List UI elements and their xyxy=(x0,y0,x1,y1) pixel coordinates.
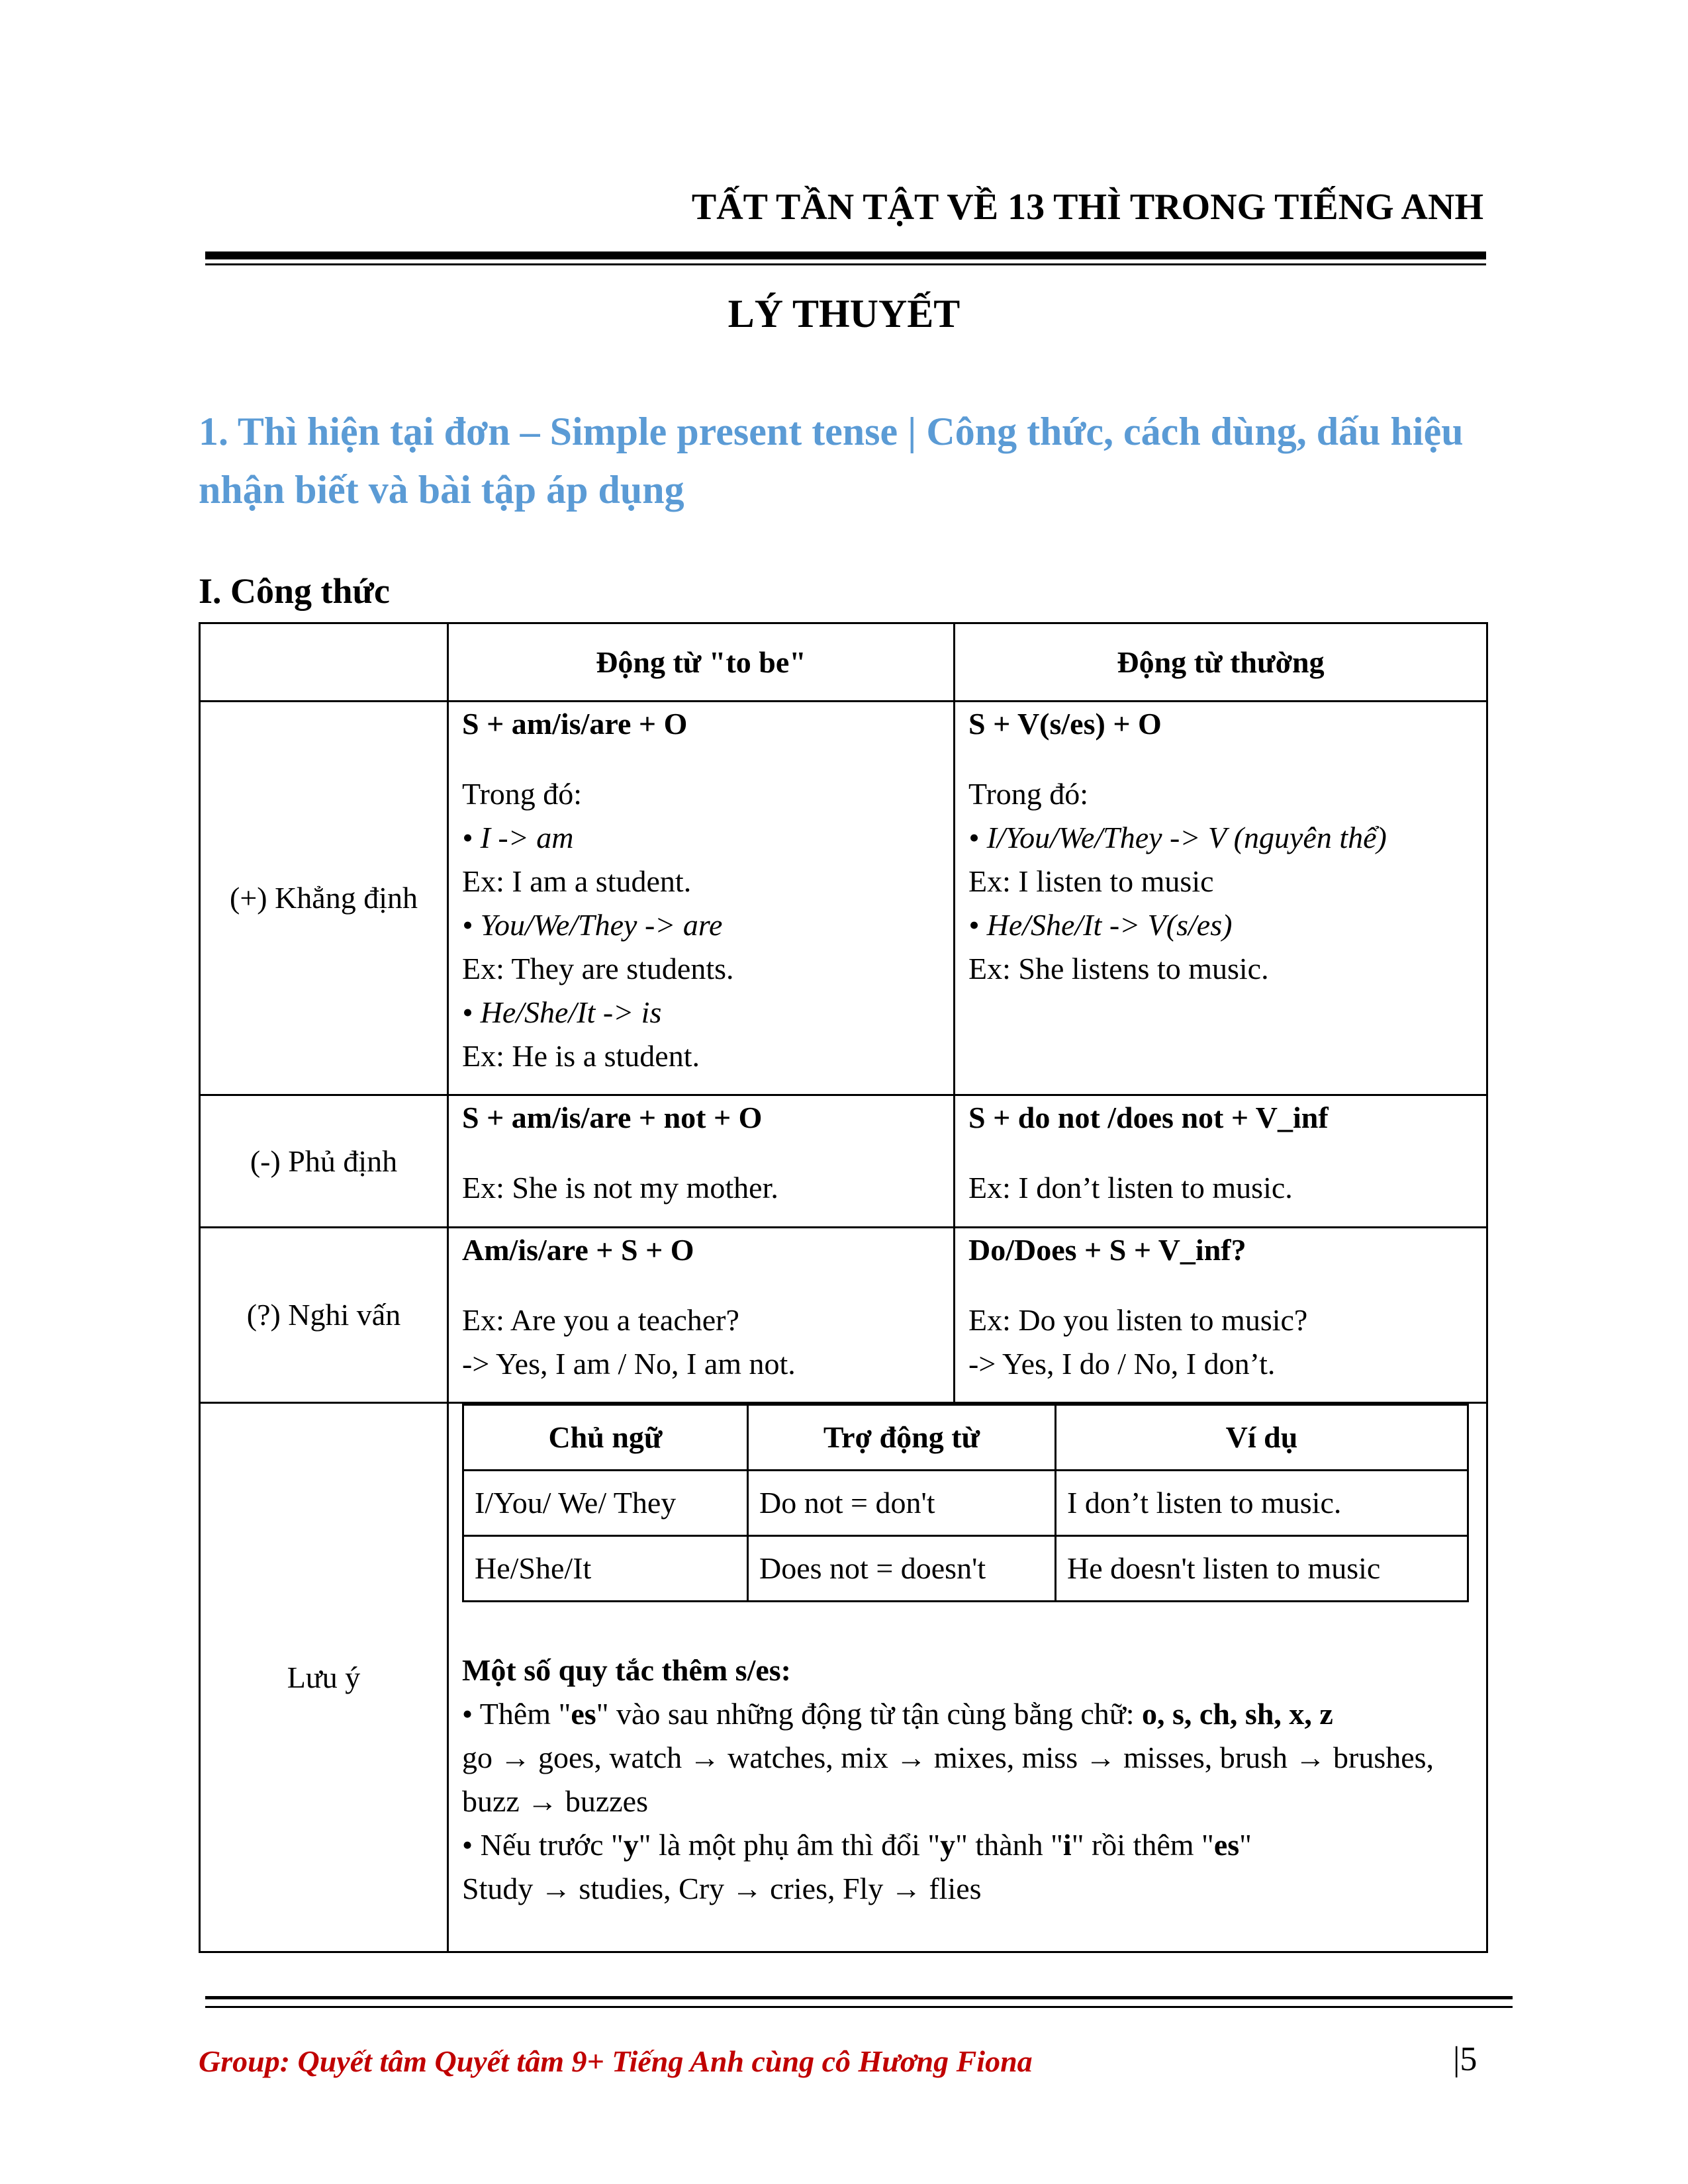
example: Ex: I am a student. xyxy=(462,864,692,898)
header-example: Ví dụ xyxy=(1056,1405,1468,1471)
formula: Do/Does + S + V_inf? xyxy=(968,1233,1246,1267)
document-header-title: TẤT TẦN TẬT VỀ 13 THÌ TRONG TIẾNG ANH xyxy=(691,187,1483,228)
subject-cell: He/She/It xyxy=(463,1536,748,1602)
cell-negative-to-be xyxy=(448,1095,955,1228)
table-row xyxy=(463,1471,1468,1536)
rule: • He/She/It -> is xyxy=(462,995,662,1029)
answer: -> Yes, I am / No, I am not. xyxy=(462,1347,796,1381)
empty-header-cell xyxy=(200,623,448,702)
formula-table xyxy=(199,622,1488,1953)
rule-es: • Thêm "es" vào sau những động từ tận cùng bằng chữ: o, s, ch, sh, x, z xyxy=(462,1697,1333,1731)
row-label-question: (?) Nghi vấn xyxy=(200,1228,448,1403)
table-row-question xyxy=(200,1228,1487,1403)
cell-affirmative-normal-verb xyxy=(955,702,1487,1095)
example: Ex: She is not my mother. xyxy=(462,1171,778,1205)
header-rule-thick xyxy=(205,251,1486,259)
table-header-row xyxy=(200,623,1487,702)
rule: • You/We/They -> are xyxy=(462,908,723,942)
rule-es-examples: go → goes, watch → watches, mix → mixes, miss → misses, brush → brushes, buzz → buzzes xyxy=(462,1741,1434,1818)
row-label-negative: (-) Phủ định xyxy=(200,1095,448,1228)
cell-negative-normal-verb xyxy=(955,1095,1487,1228)
cell-question-normal-verb xyxy=(955,1228,1487,1403)
example-cell: He doesn't listen to music xyxy=(1056,1536,1468,1602)
subject-cell: I/You/ We/ They xyxy=(463,1471,748,1536)
auxiliary-cell: Does not = doesn't xyxy=(748,1536,1056,1602)
footer-rule-thick xyxy=(205,1996,1513,1999)
example: Ex: I listen to music xyxy=(968,864,1214,898)
section-heading: LÝ THUYẾT xyxy=(727,292,961,336)
example: Ex: Do you listen to music? xyxy=(968,1303,1308,1337)
formula: Am/is/are + S + O xyxy=(462,1233,694,1267)
example: Ex: They are students. xyxy=(462,952,734,985)
answer: -> Yes, I do / No, I don’t. xyxy=(968,1347,1276,1381)
rule: • I -> am xyxy=(462,821,574,854)
cell-question-to-be xyxy=(448,1228,955,1403)
auxiliary-table xyxy=(462,1404,1469,1602)
cell-note xyxy=(448,1403,1487,1952)
rule-y-to-i-examples: Study → studies, Cry → cries, Fly → flies xyxy=(462,1872,982,1905)
table-row-note xyxy=(200,1403,1487,1952)
example: Ex: I don’t listen to music. xyxy=(968,1171,1293,1205)
rule: • I/You/We/They -> V (nguyên thể) xyxy=(968,821,1387,854)
rules-title: Một số quy tắc thêm s/es: xyxy=(462,1653,791,1687)
auxiliary-header-row xyxy=(463,1405,1468,1471)
header-rule-thin xyxy=(205,263,1486,265)
rule-y-to-i: • Nếu trước "y" là một phụ âm thì đổi "y" thành "i" rồi thêm "es" xyxy=(462,1828,1252,1862)
table-row-negative xyxy=(200,1095,1487,1228)
subsection-heading: I. Công thức xyxy=(199,571,390,611)
formula: S + V(s/es) + O xyxy=(968,707,1162,741)
row-label-note: Lưu ý xyxy=(200,1403,448,1952)
lesson-title: 1. Thì hiện tại đơn – Simple present tense | Công thức, cách dùng, dấu hiệu nhận biết và bài tập áp dụng xyxy=(199,410,1464,512)
header-auxiliary: Trợ động từ xyxy=(748,1405,1056,1471)
rule: • He/She/It -> V(s/es) xyxy=(968,908,1233,942)
example-cell: I don’t listen to music. xyxy=(1056,1471,1468,1536)
header-normal-verb: Động từ thường xyxy=(955,623,1487,702)
intro: Trong đó: xyxy=(968,777,1089,811)
footer-group-text: Group: Quyết tâm Quyết tâm 9+ Tiếng Anh cùng cô Hương Fiona xyxy=(199,2044,1033,2078)
formula: S + do not /does not + V_inf xyxy=(968,1101,1329,1134)
auxiliary-cell: Do not = don't xyxy=(748,1471,1056,1536)
formula: S + am/is/are + O xyxy=(462,707,688,741)
intro: Trong đó: xyxy=(462,777,583,811)
example: Ex: Are you a teacher? xyxy=(462,1303,739,1337)
footer-rule-thin xyxy=(205,2006,1513,2008)
spelling-rules xyxy=(462,1649,1473,1911)
formula: S + am/is/are + not + O xyxy=(462,1101,763,1134)
row-label-affirmative: (+) Khẳng định xyxy=(200,702,448,1095)
cell-affirmative-to-be xyxy=(448,702,955,1095)
example: Ex: He is a student. xyxy=(462,1039,700,1073)
example: Ex: She listens to music. xyxy=(968,952,1269,985)
table-row xyxy=(463,1536,1468,1602)
header-to-be: Động từ "to be" xyxy=(448,623,955,702)
page-number: |5 xyxy=(1453,2040,1477,2078)
header-subject: Chủ ngữ xyxy=(463,1405,748,1471)
table-row-affirmative xyxy=(200,702,1487,1095)
